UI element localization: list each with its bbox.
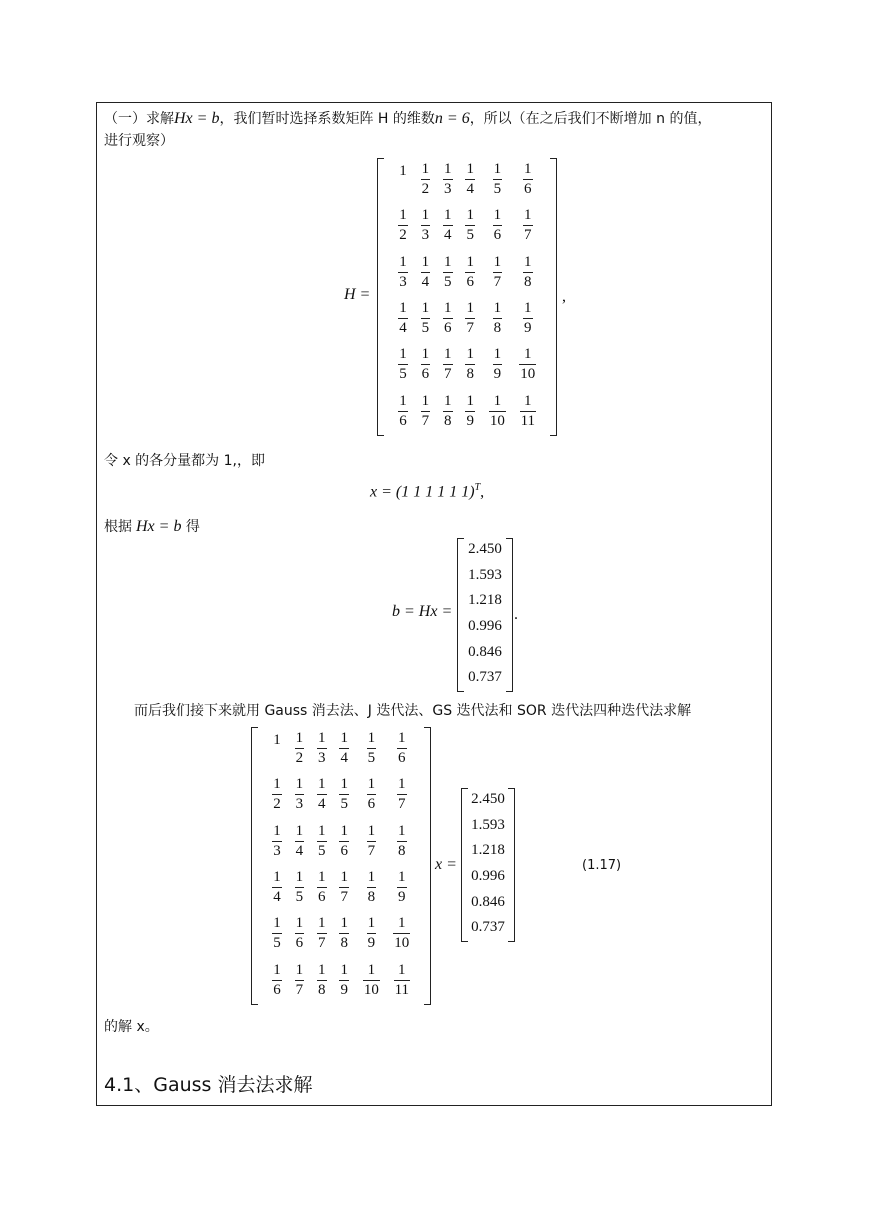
matrix-entry (330, 777, 358, 812)
denominator: 2 (273, 796, 281, 813)
denominator: 6 (421, 366, 430, 383)
fraction (388, 870, 416, 905)
fraction (388, 963, 416, 998)
denominator: 5 (318, 842, 326, 859)
denominator: 7 (466, 320, 474, 336)
denominator: 6 (524, 181, 532, 197)
vector-entry: 1.218 (471, 842, 505, 859)
denominator: 7 (493, 273, 502, 290)
denominator: 9 (367, 935, 376, 952)
denominator: 6 (444, 320, 452, 336)
denominator: 9 (466, 412, 474, 429)
h-matrix (377, 158, 557, 436)
denominator: 5 (295, 889, 304, 905)
matrix-entry (456, 394, 484, 429)
vector-entry: 1.593 (468, 566, 502, 583)
fraction (483, 208, 511, 243)
numerator: 1 (295, 822, 304, 839)
h-matrix-comma: , (562, 288, 566, 305)
b-intro-pre: 根据 (104, 519, 132, 535)
denominator: 4 (444, 227, 452, 244)
numerator: 1 (466, 392, 474, 409)
fraction (330, 777, 358, 812)
denominator: 4 (273, 889, 281, 905)
numerator: 1 (421, 300, 430, 316)
vector-entry: 0.737 (468, 669, 502, 686)
denominator: 8 (367, 889, 376, 905)
vector-entry: 0.737 (471, 919, 505, 936)
b-intro-post: 得 (185, 519, 200, 535)
numerator: 1 (421, 392, 430, 409)
matrix-entry (357, 916, 385, 951)
denominator: 4 (318, 796, 326, 813)
matrix-entry (483, 347, 511, 382)
numerator: 1 (367, 961, 376, 978)
numerator: 1 (399, 207, 407, 224)
numerator: 1 (399, 300, 407, 316)
x-vector-values: x = (1 1 1 1 1 1) (370, 483, 475, 501)
numerator: 1 (273, 869, 281, 885)
matrix-entry (330, 916, 358, 951)
denominator: 7 (367, 842, 376, 859)
numerator: 1 (398, 915, 406, 932)
b-vector-period: . (514, 606, 518, 623)
matrix-entry (357, 963, 385, 998)
numerator: 1 (421, 161, 430, 177)
method-sentence: 而后我们接下来就用 Gauss 消去法、J 迭代法、GS 迭代法和 SOR 迭代法四种迭代法求解 (134, 703, 692, 719)
fraction (456, 162, 484, 197)
vector-entry: 1.218 (468, 592, 502, 609)
vector-entry: 2.450 (468, 540, 502, 557)
numerator: 1 (295, 869, 304, 885)
fraction (483, 162, 511, 197)
numerator: 1 (493, 300, 502, 316)
vector-entry: 1.593 (471, 816, 505, 833)
denominator: 10 (394, 935, 410, 952)
denominator: 6 (398, 750, 406, 766)
matrix-entry (483, 301, 511, 336)
denominator: 8 (524, 273, 532, 290)
numerator: 1 (367, 822, 376, 839)
right-bracket (424, 727, 431, 1005)
matrix-entry (456, 255, 484, 290)
fraction (330, 963, 358, 998)
numerator: 1 (444, 392, 452, 409)
numerator: 1 (398, 869, 406, 885)
numerator: 1 (421, 253, 430, 270)
vector-entry: 0.996 (471, 867, 505, 884)
matrix-entry (357, 731, 385, 766)
numerator: 1 (444, 346, 452, 363)
denominator: 2 (295, 750, 304, 766)
denominator: 6 (273, 981, 281, 998)
intro-eq-hx-b: Hx = b (174, 110, 220, 127)
matrix-entry (483, 394, 511, 429)
right-bracket (550, 158, 557, 436)
fraction (330, 824, 358, 859)
matrix-entry (514, 301, 542, 336)
denominator: 3 (421, 227, 430, 244)
fraction (330, 870, 358, 905)
fraction (456, 208, 484, 243)
matrix-entry (388, 731, 416, 766)
denominator: 6 (295, 935, 304, 952)
numerator: 1 (318, 776, 326, 793)
denominator: 3 (444, 181, 452, 197)
numerator: 1 (444, 300, 452, 316)
numerator: 1 (273, 915, 281, 932)
denominator: 2 (421, 181, 430, 197)
matrix-entry (456, 347, 484, 382)
b-intro-text (104, 516, 200, 536)
matrix-entry (483, 255, 511, 290)
numerator: 1 (318, 915, 326, 932)
numerator: 1 (367, 869, 376, 885)
numerator: 1 (493, 346, 502, 363)
numerator: 1 (273, 961, 281, 978)
denominator: 7 (398, 796, 406, 813)
numerator: 1 (398, 822, 406, 839)
fraction (483, 255, 511, 290)
numerator: 1 (524, 207, 532, 224)
fraction (514, 255, 542, 290)
denominator: 9 (493, 366, 502, 383)
denominator: 10 (363, 981, 379, 998)
h-matrix-label: H = (344, 286, 371, 303)
numerator: 1 (421, 207, 430, 224)
numerator: 1 (493, 161, 502, 177)
numerator: 1 (398, 776, 406, 793)
denominator: 4 (421, 273, 430, 290)
fraction (483, 347, 511, 382)
numerator: 1 (444, 253, 452, 270)
denominator: 6 (340, 842, 348, 859)
denominator: 4 (295, 842, 304, 859)
numerator: 1 (340, 915, 348, 932)
matrix-entry (483, 208, 511, 243)
fraction (514, 208, 542, 243)
denominator: 5 (399, 366, 407, 383)
denominator: 6 (367, 796, 376, 813)
numerator: 1 (524, 392, 532, 409)
vector-entry: 0.846 (468, 643, 502, 660)
numerator: 1 (367, 776, 376, 793)
vector-entry: 2.450 (471, 790, 505, 807)
numerator: 1 (367, 730, 376, 746)
matrix-entry (456, 301, 484, 336)
intro-text-a: （一）求解 (104, 111, 174, 127)
fraction (514, 162, 542, 197)
numerator: 1 (466, 207, 474, 224)
b-vector-label: b = Hx = (392, 603, 453, 620)
matrix-entry (514, 394, 542, 429)
fraction (456, 301, 484, 336)
numerator: 1 (524, 300, 532, 316)
numerator: 1 (318, 730, 326, 746)
numerator: 1 (340, 961, 348, 978)
intro-text-c: ，所以（在之后我们不断增加 n 的值， (469, 111, 712, 127)
matrix-entry (388, 916, 416, 951)
matrix-entry: 1 (273, 732, 281, 749)
system-x-label: x = (435, 856, 457, 873)
fraction (357, 963, 385, 998)
matrix-entry (357, 777, 385, 812)
denominator: 2 (399, 227, 407, 244)
denominator: 5 (493, 181, 502, 197)
fraction (514, 394, 542, 429)
section-heading: 4.1、Gauss 消去法求解 (104, 1074, 313, 1096)
denominator: 6 (493, 227, 502, 244)
numerator: 1 (318, 961, 326, 978)
x-vector-equation (370, 482, 484, 501)
matrix-entry: 1 (399, 163, 407, 180)
denominator: 8 (466, 366, 474, 383)
denominator: 7 (444, 366, 452, 383)
numerator: 1 (444, 161, 452, 177)
denominator: 3 (295, 796, 304, 813)
matrix-entry (388, 777, 416, 812)
denominator: 7 (421, 412, 430, 429)
matrix-entry (456, 162, 484, 197)
numerator: 1 (466, 161, 474, 177)
numerator: 1 (444, 207, 452, 224)
numerator: 1 (340, 869, 348, 885)
left-bracket (377, 158, 384, 436)
fraction (330, 731, 358, 766)
denominator: 9 (524, 320, 532, 336)
denominator: 7 (524, 227, 532, 244)
matrix-entry (330, 824, 358, 859)
numerator: 1 (421, 346, 430, 363)
fraction (514, 301, 542, 336)
fraction (483, 394, 511, 429)
numerator: 1 (466, 346, 474, 363)
denominator: 10 (520, 366, 536, 383)
denominator: 6 (466, 273, 474, 290)
vector-entry: 0.846 (471, 893, 505, 910)
denominator: 3 (318, 750, 326, 766)
intro-line-1 (104, 108, 711, 128)
matrix-entry (357, 824, 385, 859)
numerator: 1 (318, 822, 326, 839)
x-definition-text: 令 x 的各分量都为 1,，即 (104, 453, 265, 469)
numerator: 1 (295, 915, 304, 932)
matrix-entry (388, 870, 416, 905)
denominator: 5 (466, 227, 474, 244)
denominator: 8 (444, 412, 452, 429)
solution-sentence: 的解 x。 (104, 1019, 159, 1035)
fraction (388, 777, 416, 812)
system-matrix (251, 727, 431, 1005)
denominator: 4 (466, 181, 474, 197)
denominator: 5 (444, 273, 452, 290)
transpose-mark: T (474, 482, 481, 493)
denominator: 3 (399, 273, 407, 290)
intro-text-b: ，我们暂时选择系数矩阵 H 的维数 (219, 111, 435, 127)
denominator: 8 (340, 935, 348, 952)
denominator: 8 (398, 842, 406, 859)
numerator: 1 (398, 730, 406, 746)
denominator: 9 (398, 889, 406, 905)
denominator: 3 (273, 842, 281, 859)
matrix-entry (514, 162, 542, 197)
matrix-entry (330, 870, 358, 905)
denominator: 5 (273, 935, 281, 952)
numerator: 1 (295, 730, 304, 746)
matrix-entry (388, 963, 416, 998)
denominator: 11 (520, 412, 536, 429)
numerator: 1 (493, 207, 502, 224)
numerator: 1 (295, 776, 304, 793)
denominator: 7 (318, 935, 326, 952)
denominator: 4 (340, 750, 348, 766)
numerator: 1 (466, 300, 474, 316)
fraction (456, 394, 484, 429)
fraction (357, 777, 385, 812)
b-vector (457, 538, 513, 692)
denominator: 7 (340, 889, 348, 905)
denominator: 11 (394, 981, 410, 998)
fraction (483, 301, 511, 336)
denominator: 5 (367, 750, 376, 766)
left-bracket (251, 727, 258, 1005)
matrix-entry (514, 255, 542, 290)
fraction (388, 731, 416, 766)
numerator: 1 (399, 392, 407, 409)
matrix-entry (388, 824, 416, 859)
denominator: 4 (399, 320, 407, 336)
matrix-entry (483, 162, 511, 197)
matrix-entry (514, 208, 542, 243)
matrix-entry (330, 731, 358, 766)
numerator: 1 (524, 161, 532, 177)
fraction (357, 731, 385, 766)
numerator: 1 (399, 253, 407, 270)
intro-eq-n: n = 6 (434, 110, 470, 127)
denominator: 10 (489, 412, 505, 429)
matrix-entry (330, 963, 358, 998)
denominator: 5 (421, 320, 430, 336)
numerator: 1 (398, 961, 406, 978)
numerator: 1 (466, 253, 474, 270)
denominator: 7 (295, 981, 304, 998)
numerator: 1 (367, 915, 376, 932)
fraction (388, 916, 416, 951)
fraction (388, 824, 416, 859)
matrix-entry (357, 870, 385, 905)
numerator: 1 (524, 346, 532, 363)
fraction (514, 347, 542, 382)
numerator: 1 (273, 822, 281, 839)
numerator: 1 (318, 869, 326, 885)
fraction (330, 916, 358, 951)
system-rhs-vector (461, 788, 515, 942)
denominator: 8 (493, 320, 502, 336)
denominator: 8 (318, 981, 326, 998)
numerator: 1 (273, 776, 281, 793)
equation-number: (1.17) (582, 858, 622, 873)
fraction (357, 824, 385, 859)
x-vector-comma: , (480, 483, 485, 501)
numerator: 1 (399, 346, 407, 363)
numerator: 1 (493, 253, 502, 270)
denominator: 6 (318, 889, 326, 905)
numerator: 1 (340, 730, 348, 746)
fraction (357, 916, 385, 951)
intro-line-2: 进行观察） (104, 133, 174, 149)
fraction (456, 255, 484, 290)
fraction (456, 347, 484, 382)
matrix-entry (514, 347, 542, 382)
matrix-entry (456, 208, 484, 243)
denominator: 9 (340, 981, 348, 998)
numerator: 1 (340, 776, 348, 793)
numerator: 1 (493, 392, 502, 409)
numerator: 1 (524, 253, 532, 270)
fraction (357, 870, 385, 905)
b-intro-eq: Hx = b (136, 518, 182, 535)
denominator: 6 (399, 412, 407, 429)
numerator: 1 (295, 961, 304, 978)
numerator: 1 (340, 822, 348, 839)
vector-entry: 0.996 (468, 617, 502, 634)
denominator: 5 (340, 796, 348, 813)
